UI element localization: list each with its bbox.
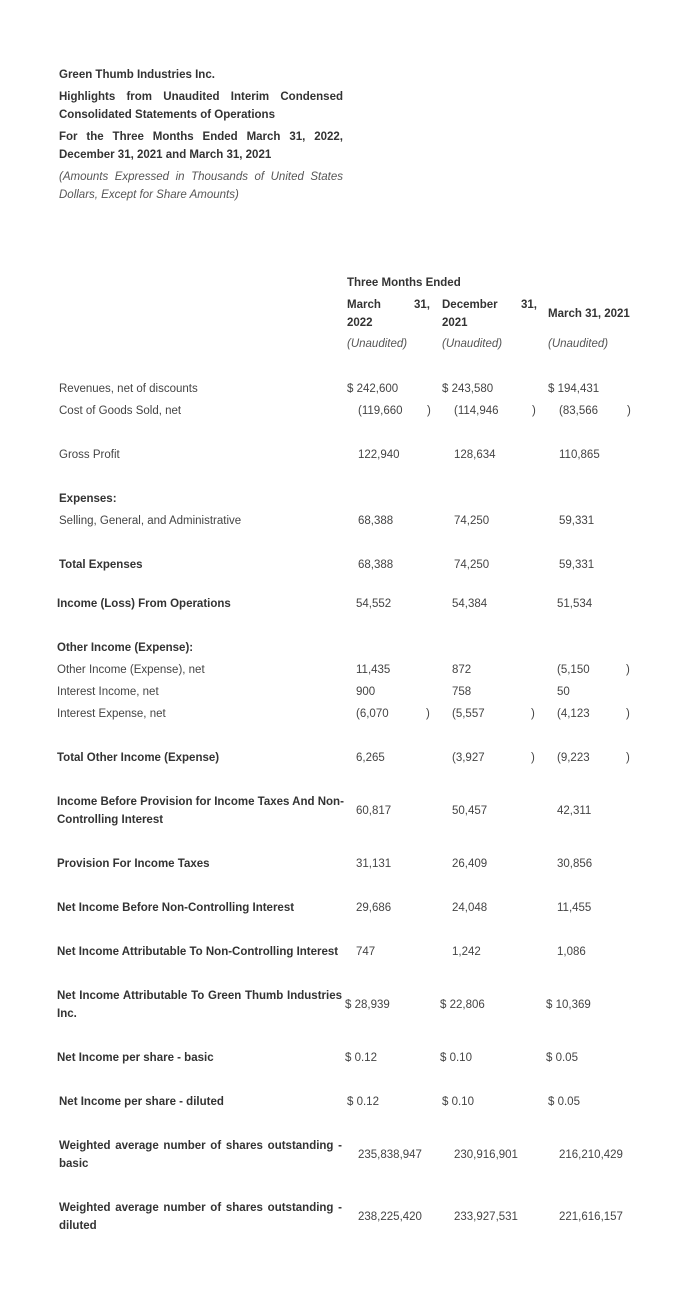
value-col3: $ 0.05 bbox=[548, 1096, 580, 1108]
value-col3: 216,210,429 bbox=[559, 1149, 623, 1161]
value-col1: 29,686 bbox=[356, 902, 392, 914]
row-label: Other Income (Expense), net bbox=[57, 664, 205, 676]
value-col2: (114,946 bbox=[454, 405, 499, 417]
value-col3: 221,616,157 bbox=[559, 1211, 623, 1223]
row-label: Selling, General, and Administrative bbox=[59, 515, 242, 527]
row-label-line1: Weighted average number of shares outstanding - bbox=[59, 1140, 342, 1152]
value-col2: 26,409 bbox=[452, 858, 488, 870]
value-col2: (3,927 bbox=[452, 752, 485, 764]
row-label-line1: Net Income Attributable To Green Thumb Industries bbox=[57, 990, 342, 1002]
value-col2: 1,242 bbox=[452, 946, 481, 958]
value-col1: 68,388 bbox=[358, 515, 394, 527]
row-label: Net Income Attributable To Non-Controlling Interest bbox=[57, 946, 339, 958]
row-label: Cost of Goods Sold, net bbox=[59, 405, 182, 417]
company-name: Green Thumb Industries Inc. bbox=[59, 69, 215, 81]
value-col2: 128,634 bbox=[454, 449, 496, 461]
value-col3: 59,331 bbox=[559, 559, 595, 571]
row-label-line2: Inc. bbox=[57, 1008, 77, 1020]
col2-header-day: 31, bbox=[521, 299, 537, 311]
col1-unaudited: (Unaudited) bbox=[347, 338, 408, 350]
value-col3: $ 10,369 bbox=[546, 999, 591, 1011]
paren-col2: ) bbox=[531, 708, 535, 720]
row-label: Total Expenses bbox=[59, 559, 143, 571]
row-label: Total Other Income (Expense) bbox=[57, 752, 220, 764]
report-period-line1: For the Three Months Ended March 31, 2022, bbox=[59, 131, 343, 143]
value-col1: (119,660 bbox=[358, 405, 403, 417]
value-col2: $ 22,806 bbox=[440, 999, 485, 1011]
col2-header-year: 2021 bbox=[442, 317, 468, 329]
col1-header-day: 31, bbox=[414, 299, 430, 311]
paren-col1: ) bbox=[426, 708, 430, 720]
report-period-line2: December 31, 2021 and March 31, 2021 bbox=[59, 149, 272, 161]
value-col1: 31,131 bbox=[356, 858, 392, 870]
value-col2: $ 0.10 bbox=[442, 1096, 474, 1108]
value-col2: $ 0.10 bbox=[440, 1052, 472, 1064]
value-col1: $ 242,600 bbox=[347, 383, 399, 395]
paren-col2: ) bbox=[532, 405, 536, 417]
value-col3: 30,856 bbox=[557, 858, 593, 870]
report-title-line2: Consolidated Statements of Operations bbox=[59, 109, 275, 121]
row-label: Net Income per share - diluted bbox=[59, 1096, 224, 1108]
value-col1: 60,817 bbox=[356, 805, 392, 817]
value-col1: $ 28,939 bbox=[345, 999, 390, 1011]
value-col3: 51,534 bbox=[557, 598, 593, 610]
value-col1: 11,435 bbox=[356, 664, 391, 676]
paren-col2: ) bbox=[531, 752, 535, 764]
value-col2: 54,384 bbox=[452, 598, 488, 610]
col2-header-month: December bbox=[442, 299, 498, 311]
row-label-line1: Income Before Provision for Income Taxes And Non- bbox=[57, 796, 344, 808]
value-col1: 6,265 bbox=[356, 752, 385, 764]
col3-header: March 31, 2021 bbox=[548, 308, 630, 320]
amounts-note-line2: Dollars, Except for Share Amounts) bbox=[59, 189, 239, 201]
value-col1: 54,552 bbox=[356, 598, 392, 610]
value-col1: 68,388 bbox=[358, 559, 394, 571]
value-col3: 42,311 bbox=[557, 805, 592, 817]
section-heading-other-income: Other Income (Expense): bbox=[57, 642, 194, 654]
value-col2: 230,916,901 bbox=[454, 1149, 518, 1161]
value-col2: 758 bbox=[452, 686, 472, 698]
value-col1: 122,940 bbox=[358, 449, 400, 461]
col3-unaudited: (Unaudited) bbox=[548, 338, 609, 350]
value-col1: $ 0.12 bbox=[347, 1096, 379, 1108]
row-label-line2: basic bbox=[59, 1158, 89, 1170]
value-col1: 900 bbox=[356, 686, 376, 698]
value-col2: 74,250 bbox=[454, 515, 490, 527]
value-col3: 50 bbox=[557, 686, 570, 698]
value-col2: 50,457 bbox=[452, 805, 488, 817]
value-col1: 238,225,420 bbox=[358, 1211, 422, 1223]
value-col3: (5,150 bbox=[557, 664, 590, 676]
value-col3: 110,865 bbox=[559, 449, 600, 461]
col1-header-month: March bbox=[347, 299, 381, 311]
paren-col3: ) bbox=[626, 708, 630, 720]
value-col1: (6,070 bbox=[356, 708, 389, 720]
group-header: Three Months Ended bbox=[347, 277, 461, 289]
value-col3: (9,223 bbox=[557, 752, 590, 764]
value-col3: $ 0.05 bbox=[546, 1052, 578, 1064]
row-label: Income (Loss) From Operations bbox=[57, 598, 231, 610]
value-col3: (83,566 bbox=[559, 405, 599, 417]
value-col2: 872 bbox=[452, 664, 472, 676]
section-heading-expenses: Expenses: bbox=[59, 493, 117, 505]
value-col2: $ 243,580 bbox=[442, 383, 494, 395]
row-label-line2: Controlling Interest bbox=[57, 814, 164, 826]
row-label: Interest Expense, net bbox=[57, 708, 166, 720]
value-col1: $ 0.12 bbox=[345, 1052, 377, 1064]
paren-col3: ) bbox=[626, 752, 630, 764]
value-col3: $ 194,431 bbox=[548, 383, 600, 395]
row-label: Provision For Income Taxes bbox=[57, 858, 210, 870]
paren-col1: ) bbox=[427, 405, 431, 417]
value-col3: 1,086 bbox=[557, 946, 586, 958]
report-title-line1: Highlights from Unaudited Interim Condensed bbox=[59, 91, 343, 103]
value-col3: (4,123 bbox=[557, 708, 590, 720]
col1-header-year: 2022 bbox=[347, 317, 373, 329]
paren-col3: ) bbox=[626, 664, 630, 676]
value-col2: 233,927,531 bbox=[454, 1211, 518, 1223]
value-col2: 74,250 bbox=[454, 559, 490, 571]
row-label-line2: diluted bbox=[59, 1220, 97, 1232]
paren-col3: ) bbox=[627, 405, 631, 417]
row-label: Interest Income, net bbox=[57, 686, 159, 698]
value-col1: 747 bbox=[356, 946, 376, 958]
row-label: Revenues, net of discounts bbox=[59, 383, 198, 395]
row-label: Net Income per share - basic bbox=[57, 1052, 214, 1064]
value-col1: 235,838,947 bbox=[358, 1149, 422, 1161]
row-label: Net Income Before Non-Controlling Interest bbox=[57, 902, 295, 914]
row-label-line1: Weighted average number of shares outstanding - bbox=[59, 1202, 342, 1214]
value-col2: (5,557 bbox=[452, 708, 485, 720]
value-col3: 11,455 bbox=[557, 902, 592, 914]
amounts-note-line1: (Amounts Expressed in Thousands of United States bbox=[59, 171, 343, 183]
row-label: Gross Profit bbox=[59, 449, 120, 461]
value-col2: 24,048 bbox=[452, 902, 488, 914]
col2-unaudited: (Unaudited) bbox=[442, 338, 503, 350]
value-col3: 59,331 bbox=[559, 515, 595, 527]
